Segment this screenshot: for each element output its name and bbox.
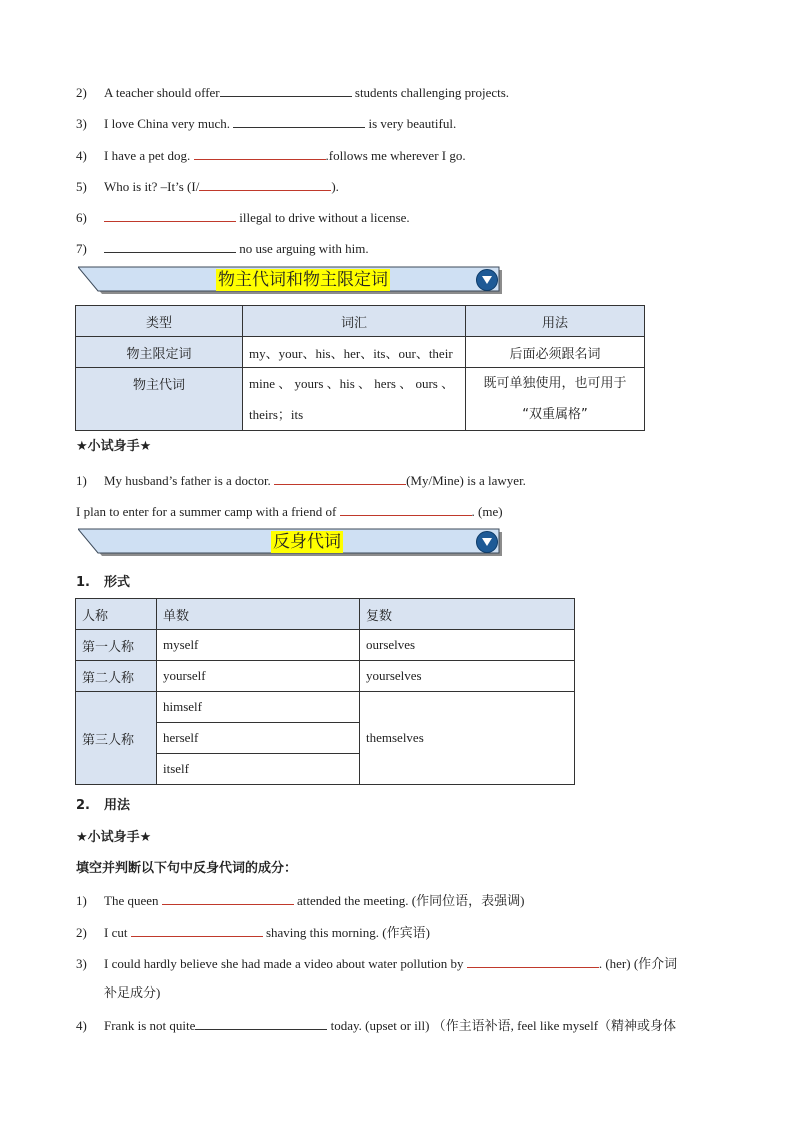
usage-line: “双重属格” — [522, 407, 588, 422]
table-row — [76, 661, 575, 692]
singular-cell: himself — [157, 692, 360, 723]
sentence-text: I plan to enter for a summer camp with a friend of — [76, 504, 340, 519]
exercise-line — [76, 176, 339, 196]
person-cell: 第三人称 — [76, 692, 157, 785]
answer-blank[interactable] — [162, 890, 294, 905]
sentence-text: I could hardly believe she had made a video about water pollution by — [104, 956, 467, 971]
singular-cell: yourself — [157, 661, 360, 692]
table-row — [76, 368, 645, 431]
item-number: 6) — [76, 210, 87, 225]
sentence-text: The queen — [104, 893, 162, 908]
sentence-text: today. (upset or ill) （作主语补语, feel like myself（精神或身体 — [327, 1018, 677, 1033]
singular-cell: itself — [157, 754, 360, 785]
exercise-line — [76, 207, 410, 227]
section-title: 用法 — [104, 798, 131, 813]
answer-blank[interactable] — [104, 238, 236, 253]
item-number: 1) — [76, 473, 87, 488]
section-heading — [76, 574, 130, 592]
answer-blank[interactable] — [104, 207, 236, 222]
practice-heading: ★小试身手★ — [76, 439, 152, 454]
exercise-line — [76, 145, 466, 165]
section-banner — [78, 528, 502, 556]
exercise-line — [76, 953, 677, 973]
answer-blank[interactable] — [233, 113, 365, 128]
item-number: 4) — [76, 1018, 87, 1033]
item-number: 2) — [76, 925, 87, 940]
plural-cell: yourselves — [360, 661, 575, 692]
chevron-down-icon[interactable] — [476, 269, 498, 291]
exercise-line — [76, 890, 524, 910]
item-number: 2) — [76, 85, 87, 100]
sentence-text: attended the meeting. (作同位语，表强调) — [293, 893, 525, 908]
sentence-text: A teacher should offer — [104, 85, 220, 100]
exercise-line — [76, 1015, 676, 1035]
sentence-text: is very beautiful. — [365, 116, 457, 131]
item-number: 3) — [76, 956, 87, 971]
sentence-text: no use arguing with him. — [236, 241, 369, 256]
plural-cell: themselves — [360, 692, 575, 785]
person-cell: 第二人称 — [76, 661, 157, 692]
exercise-line — [76, 501, 503, 521]
instruction-text: 填空并判断以下句中反身代词的成分： — [76, 861, 298, 876]
section-heading — [76, 797, 130, 815]
answer-blank[interactable] — [467, 953, 599, 968]
sentence-text: .follows me wherever I go. — [325, 148, 466, 163]
words-cell — [243, 368, 466, 431]
chevron-down-icon[interactable] — [476, 531, 498, 553]
exercise-line — [76, 922, 430, 942]
answer-blank[interactable] — [194, 145, 326, 160]
words-line: mine 、 yours 、his 、 hers 、 ours 、 — [249, 376, 455, 391]
exercise-line — [76, 82, 509, 102]
item-number: 4) — [76, 148, 87, 163]
possessive-table — [75, 305, 645, 431]
words-line: theirs；its — [249, 407, 304, 422]
sentence-text: (My/Mine) is a lawyer. — [406, 473, 526, 488]
usage-cell: 后面必须跟名词 — [466, 337, 645, 368]
sentence-text: My husband’s father is a doctor. — [104, 473, 275, 488]
words-cell: my、your、his、her、its、our、their — [243, 337, 466, 368]
sentence-text: ). — [331, 179, 339, 194]
answer-blank[interactable] — [220, 82, 352, 97]
singular-cell: myself — [157, 630, 360, 661]
section-banner — [78, 266, 502, 294]
column-header: 用法 — [466, 306, 645, 337]
column-header: 单数 — [157, 599, 360, 630]
usage-cell — [466, 368, 645, 431]
reflexive-table — [75, 598, 575, 785]
sentence-text: I love China very much. — [104, 116, 234, 131]
sentence-text: I cut — [104, 925, 131, 940]
exercise-line — [76, 470, 526, 490]
usage-line: 既可单独使用，也可用于 — [483, 376, 627, 391]
singular-cell: herself — [157, 723, 360, 754]
table-row — [76, 692, 575, 723]
section-title: 形式 — [104, 575, 131, 590]
item-number: 5) — [76, 179, 87, 194]
column-header: 复数 — [360, 599, 575, 630]
plural-cell: ourselves — [360, 630, 575, 661]
section-number: 1. — [76, 575, 90, 590]
banner-title: 反身代词 — [273, 532, 341, 552]
sentence-text: Who is it? –It’s (I/ — [104, 179, 200, 194]
table-row — [76, 630, 575, 661]
item-number: 3) — [76, 116, 87, 131]
exercise-line — [76, 113, 456, 133]
answer-blank[interactable] — [199, 176, 331, 191]
answer-blank[interactable] — [274, 470, 406, 485]
answer-blank[interactable] — [195, 1015, 327, 1030]
sentence-text: . (me) — [471, 504, 503, 519]
answer-blank[interactable] — [131, 922, 263, 937]
table-row — [76, 337, 645, 368]
item-number: 7) — [76, 241, 87, 256]
sentence-text: . (her) (作介词 — [598, 956, 678, 971]
banner-title: 物主代词和物主限定词 — [218, 270, 388, 290]
column-header: 类型 — [76, 306, 243, 337]
sentence-text: Frank is not quite — [104, 1018, 196, 1033]
sentence-text: students challenging projects. — [351, 85, 510, 100]
column-header: 词汇 — [243, 306, 466, 337]
type-cell: 物主代词 — [76, 368, 243, 431]
sentence-text: I have a pet dog. — [104, 148, 194, 163]
column-header: 人称 — [76, 599, 157, 630]
answer-blank[interactable] — [340, 501, 472, 516]
sentence-text: shaving this morning. (作宾语) — [262, 925, 430, 940]
section-number: 2. — [76, 798, 90, 813]
sentence-text: illegal to drive without a license. — [236, 210, 410, 225]
item-number: 1) — [76, 893, 87, 908]
exercise-line — [76, 238, 369, 258]
type-cell: 物主限定词 — [76, 337, 243, 368]
sentence-continuation: 补足成分) — [104, 985, 161, 1000]
person-cell: 第一人称 — [76, 630, 157, 661]
practice-heading: ★小试身手★ — [76, 830, 152, 845]
